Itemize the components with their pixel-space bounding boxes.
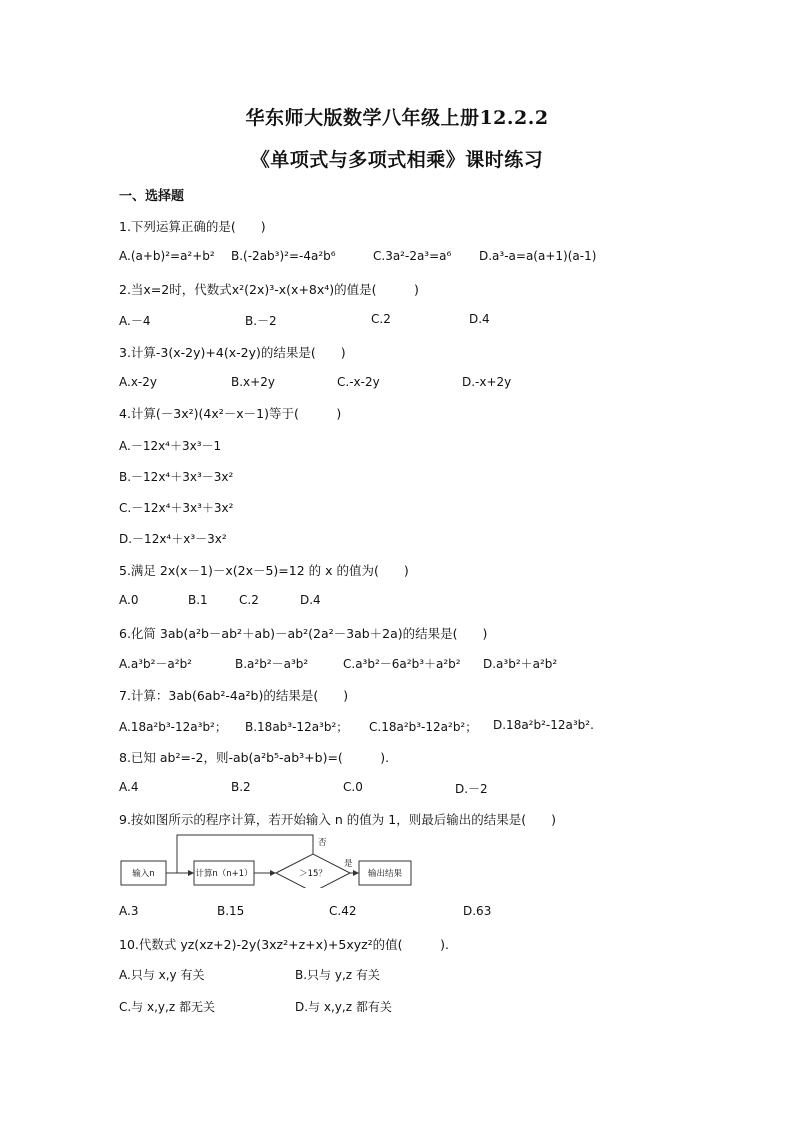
title-line-2: 《单项式与多项式相乘》课时练习 bbox=[250, 149, 544, 171]
question-9-option-b: B.15 bbox=[217, 904, 245, 918]
question-5-option-a: A.0 bbox=[119, 593, 139, 607]
question-8-option-c: C.0 bbox=[343, 780, 363, 794]
question-6-stem: 6.化简 3ab(a²b－ab²＋ab)－ab²(2a²－3ab＋2a)的结果是( ) bbox=[119, 626, 488, 641]
question-5-option-d: D.4 bbox=[300, 593, 321, 607]
question-4-stem: 4.计算(－3x²)(4x²－x－1)等于( ) bbox=[119, 406, 342, 421]
question-10-option-b: B.只与 y,z 有关 bbox=[295, 968, 380, 982]
question-7-option-c: C.18a²b³-12a²b²； bbox=[369, 720, 478, 734]
question-10-option-c: C.与 x,y,z 都无关 bbox=[119, 1000, 215, 1014]
question-2-option-d: D.4 bbox=[469, 312, 490, 326]
question-4-option-a: A.－12x⁴＋3x³－1 bbox=[119, 439, 222, 453]
flow-no-label: 否 bbox=[318, 838, 327, 848]
question-10-option-a: A.只与 x,y 有关 bbox=[119, 968, 205, 982]
question-4-option-b: B.－12x⁴＋3x³－3x² bbox=[119, 470, 234, 484]
question-1-option-b: B.(-2ab³)²=-4a²b⁶ bbox=[231, 249, 336, 263]
question-7-option-a: A.18a²b³-12a³b²； bbox=[119, 720, 227, 734]
question-10-stem: 10.代数式 yz(xz+2)-2y(3xz²+z+x)+5xyz²的值( ). bbox=[119, 937, 449, 952]
question-2-option-b: B.－2 bbox=[245, 314, 277, 328]
question-10-option-d: D.与 x,y,z 都有关 bbox=[295, 1000, 392, 1014]
question-3-stem: 3.计算-3(x-2y)+4(x-2y)的结果是( ) bbox=[119, 345, 346, 360]
question-1-option-d: D.a³-a=a(a+1)(a-1) bbox=[479, 249, 597, 263]
question-7-option-b: B.18ab³-12a³b²； bbox=[245, 720, 349, 734]
question-5-option-b: B.1 bbox=[188, 593, 208, 607]
question-8-option-d: D.－2 bbox=[455, 782, 488, 796]
question-2-option-a: A.－4 bbox=[119, 314, 151, 328]
question-6-option-a: A.a³b²－a²b² bbox=[119, 657, 192, 671]
question-9-option-c: C.42 bbox=[329, 904, 357, 918]
question-5-option-c: C.2 bbox=[239, 593, 259, 607]
question-9-option-d: D.63 bbox=[463, 904, 492, 918]
question-8-option-b: B.2 bbox=[231, 780, 251, 794]
question-9-stem: 9.按如图所示的程序计算，若开始输入 n 的值为 1，则最后输出的结果是( ) bbox=[119, 812, 556, 827]
question-7-stem: 7.计算：3ab(6ab²-4a²b)的结果是( ) bbox=[119, 688, 349, 703]
question-6-option-c: C.a³b²－6a²b³＋a²b² bbox=[343, 657, 461, 671]
program-flowchart bbox=[119, 833, 419, 888]
question-8-stem: 8.已知 ab²=-2，则-ab(a²b⁵-ab³+b)=( ). bbox=[119, 750, 390, 765]
question-7-option-d: D.18a²b²-12a³b². bbox=[493, 718, 594, 732]
flow-yes-label: 是 bbox=[344, 859, 353, 869]
question-6-option-b: B.a²b²－a³b² bbox=[235, 657, 309, 671]
question-6-option-d: D.a³b²＋a²b² bbox=[483, 657, 558, 671]
question-3-option-b: B.x+2y bbox=[231, 375, 275, 389]
question-9-option-a: A.3 bbox=[119, 904, 139, 918]
flow-output-label: 输出结果 bbox=[367, 869, 403, 879]
question-8-option-a: A.4 bbox=[119, 780, 139, 794]
question-5-stem: 5.满足 2x(x－1)－x(2x－5)=12 的 x 的值为( ) bbox=[119, 563, 409, 578]
question-2-option-c: C.2 bbox=[371, 312, 391, 326]
question-4-option-c: C.－12x⁴＋3x³＋3x² bbox=[119, 501, 234, 515]
section-heading: 一、选择题 bbox=[119, 189, 185, 204]
question-3-option-d: D.-x+2y bbox=[462, 375, 512, 389]
question-1-option-a: A.(a+b)²=a²+b² bbox=[119, 249, 215, 263]
question-1-stem: 1.下列运算正确的是( ) bbox=[119, 219, 266, 234]
question-3-option-c: C.-x-2y bbox=[337, 375, 380, 389]
question-1-option-c: C.3a²-2a³=a⁶ bbox=[373, 249, 452, 263]
flow-input-label: 输入n bbox=[132, 869, 155, 879]
question-4-option-d: D.－12x⁴＋x³－3x² bbox=[119, 532, 227, 546]
flow-condition-label: ＞15？ bbox=[299, 869, 327, 879]
title-line-1: 华东师大版数学八年级上册12.2.2 bbox=[245, 107, 549, 129]
flow-compute-label: 计算n（n+1） bbox=[195, 869, 253, 879]
question-3-option-a: A.x-2y bbox=[119, 375, 157, 389]
question-2-stem: 2.当x=2时，代数式x²(2x)³-x(x+8x⁴)的值是( ) bbox=[119, 282, 419, 297]
